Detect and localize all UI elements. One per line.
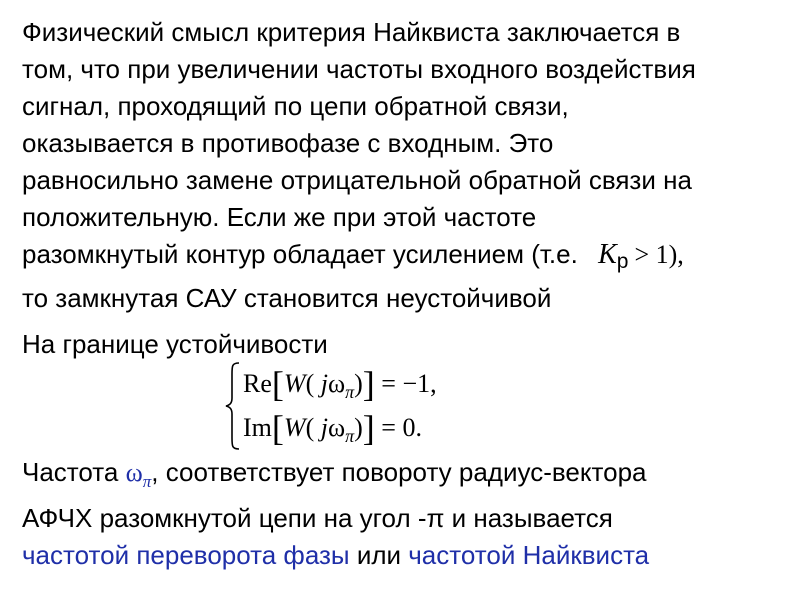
transfer-function-symbol: W — [283, 413, 306, 442]
re-operator: Re — [243, 369, 272, 398]
text-line-with-terms — [22, 537, 800, 574]
text-line: сигнал, проходящий по цепи обратной связи, — [22, 91, 569, 121]
phase-crossover-paragraph — [22, 454, 800, 574]
bracket-open: [ — [271, 408, 284, 448]
gain-condition-formula — [585, 239, 684, 273]
text-line: оказывается в противофазе с входным. Это — [22, 128, 554, 158]
omega-pi-subscript: π — [142, 472, 152, 491]
bracket-close: ] — [362, 408, 375, 448]
equation-rhs: = −1, — [381, 369, 437, 398]
im-operator: Im — [243, 413, 272, 442]
text-line: равносильно замене отрицательной обратной связи на — [22, 165, 692, 195]
imaginary-unit: j — [320, 413, 328, 442]
text-line-with-gain — [22, 236, 800, 280]
omega-subscript: π — [345, 426, 355, 446]
real-part-equation: Re[W( $j\omega_\pi)] = -1$, — [243, 364, 437, 404]
text-line: АФЧХ разомкнутой цепи на угол -π и называется — [22, 503, 613, 533]
imaginary-part-equation: Im[W( $j\omega_\pi)] = 0$. — [243, 408, 422, 448]
transfer-function-symbol: W — [283, 369, 306, 398]
text-line: На границе устойчивости — [22, 329, 328, 359]
text-line: положительную. Если же при этой частоте — [22, 202, 537, 232]
gain-symbol: K — [598, 239, 617, 270]
gain-comparison: > 1), — [634, 240, 684, 269]
term-nyquist-frequency: частотой Найквиста — [408, 540, 650, 570]
omega-symbol: ω — [327, 369, 346, 398]
omega-pi-symbol — [125, 458, 152, 491]
text-line: том, что при увеличении частоты входного воздействия — [22, 54, 696, 84]
text-line: то замкнутая САУ становится неустойчивой — [22, 283, 552, 313]
bracket-close: ] — [362, 364, 375, 404]
equation-rhs: = 0. — [381, 413, 422, 442]
text-segment: , соответствует повороту радиус-вектора — [151, 457, 647, 487]
bracket-open: [ — [271, 364, 284, 404]
text-line-with-omega — [22, 454, 800, 500]
text-segment: разомкнутый контур обладает усилением (т.е. — [22, 239, 578, 269]
omega-symbol: ω — [327, 413, 346, 442]
omega-char: ω — [125, 458, 143, 487]
omega-subscript: π — [345, 382, 355, 402]
text-line: Физический смысл критерия Найквиста заключается в — [22, 17, 681, 47]
left-brace-icon — [225, 362, 241, 450]
stability-boundary-heading — [22, 326, 800, 363]
text-segment: или — [349, 540, 409, 570]
text-segment: Частота — [22, 457, 119, 487]
stability-boundary-equations — [225, 360, 545, 452]
imaginary-unit: j — [320, 369, 328, 398]
gain-subscript: p — [616, 250, 629, 273]
term-phase-crossover-frequency: частотой переворота фазы — [22, 540, 350, 570]
nyquist-meaning-paragraph — [22, 14, 800, 317]
